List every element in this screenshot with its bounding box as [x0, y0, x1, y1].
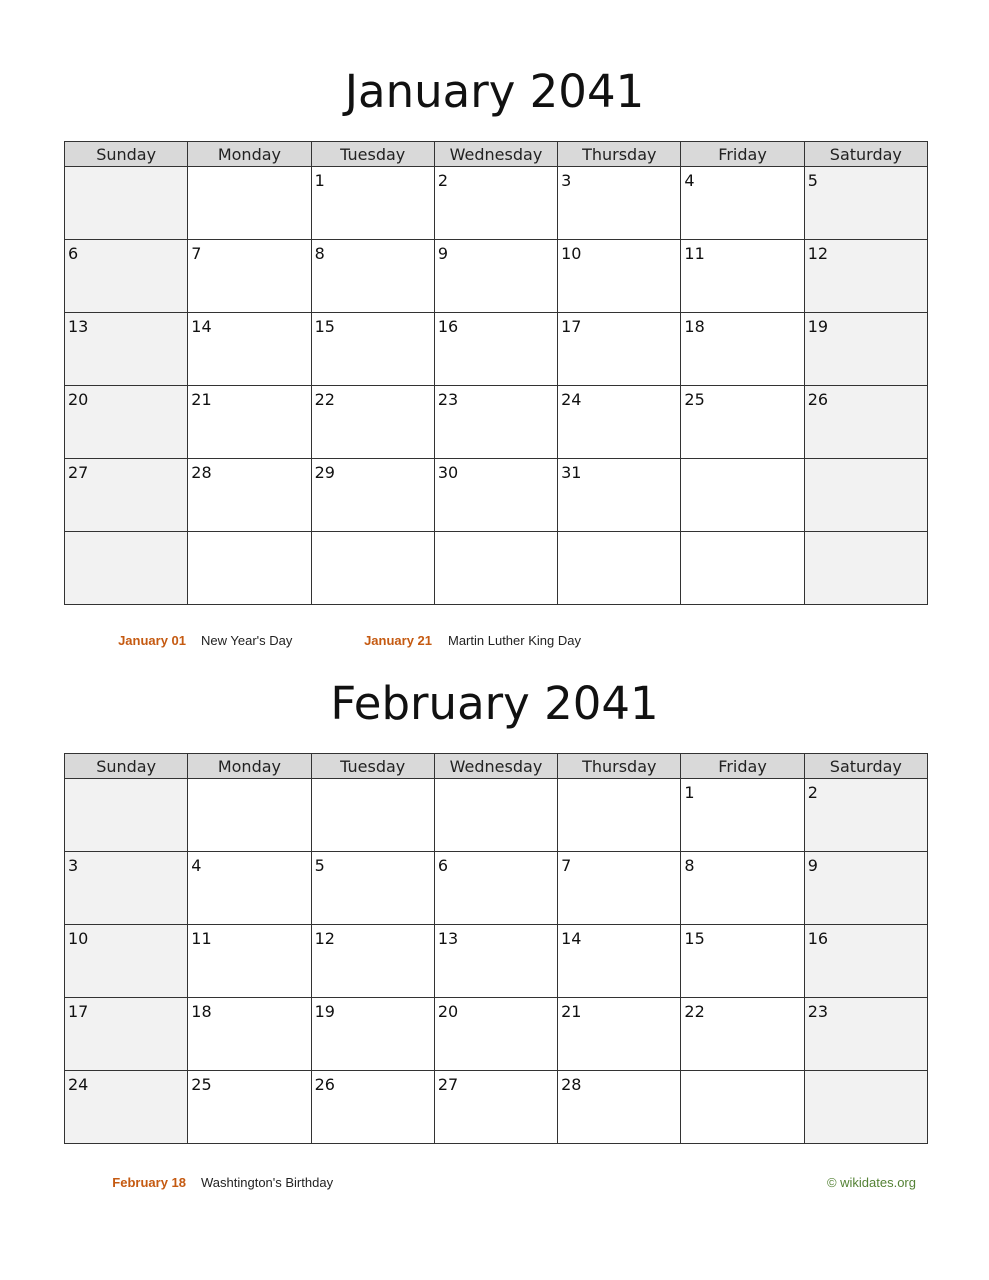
- day-number: 23: [437, 390, 459, 409]
- empty-day-cell: [188, 167, 311, 240]
- day-number: 8: [314, 244, 325, 263]
- day-number: 18: [191, 1002, 212, 1021]
- week-row: [65, 998, 928, 1071]
- weekday-header: Monday: [188, 754, 311, 779]
- day-cell: [681, 998, 804, 1071]
- day-number: 13: [68, 317, 89, 336]
- day-number: 7: [191, 244, 202, 263]
- weekday-header: Sunday: [65, 142, 188, 167]
- weekday-header: Tuesday: [311, 142, 434, 167]
- day-cell: [311, 386, 434, 459]
- weekday-header: Saturday: [804, 754, 927, 779]
- holiday-name: Washtington's Birthday: [201, 1175, 334, 1190]
- day-number: 21: [561, 1002, 582, 1021]
- day-number: 2: [437, 171, 449, 190]
- weekday-header: Thursday: [558, 142, 681, 167]
- day-number: 20: [68, 390, 89, 409]
- day-cell: [434, 167, 557, 240]
- weekday-header: Wednesday: [434, 754, 557, 779]
- empty-day-cell: [65, 779, 188, 852]
- day-cell: [681, 313, 804, 386]
- week-row: [65, 240, 928, 313]
- day-cell: [804, 779, 927, 852]
- day-number: 27: [68, 463, 89, 482]
- day-cell: [65, 1071, 188, 1144]
- day-cell: [65, 852, 188, 925]
- day-number: 19: [807, 317, 829, 336]
- day-cell: [188, 925, 311, 998]
- empty-day-cell: [311, 779, 434, 852]
- day-cell: [311, 240, 434, 313]
- day-cell: [188, 386, 311, 459]
- empty-day-cell: [681, 459, 804, 532]
- empty-day-cell: [558, 532, 681, 605]
- week-row: [65, 386, 928, 459]
- day-number: 14: [561, 929, 582, 948]
- calendar-grid: [64, 753, 928, 1144]
- day-number: 25: [684, 390, 705, 409]
- day-number: 23: [807, 1002, 829, 1021]
- day-number: 27: [437, 1075, 459, 1094]
- day-cell: [311, 167, 434, 240]
- weekday-header: Friday: [681, 754, 804, 779]
- day-cell: [804, 925, 927, 998]
- empty-day-cell: [804, 532, 927, 605]
- day-number: 28: [561, 1075, 582, 1094]
- day-cell: [188, 1071, 311, 1144]
- day-number: 25: [191, 1075, 212, 1094]
- day-number: 3: [68, 856, 79, 875]
- holiday-date: February 18: [112, 1175, 186, 1190]
- empty-day-cell: [681, 1071, 804, 1144]
- day-number: 30: [437, 463, 459, 482]
- weekday-header: Saturday: [804, 142, 927, 167]
- holiday-name: Martin Luther King Day: [448, 633, 581, 648]
- week-row: [65, 779, 928, 852]
- day-number: 4: [191, 856, 202, 875]
- day-cell: [681, 240, 804, 313]
- day-cell: [804, 852, 927, 925]
- week-row: [65, 532, 928, 605]
- day-cell: [188, 240, 311, 313]
- day-number: 22: [684, 1002, 705, 1021]
- day-number: 16: [437, 317, 459, 336]
- day-number: 28: [191, 463, 212, 482]
- day-number: 11: [191, 929, 212, 948]
- weekday-header: Monday: [188, 142, 311, 167]
- day-number: 20: [437, 1002, 459, 1021]
- day-cell: [434, 313, 557, 386]
- empty-day-cell: [188, 532, 311, 605]
- day-cell: [434, 852, 557, 925]
- day-number: 29: [314, 463, 335, 482]
- empty-day-cell: [804, 1071, 927, 1144]
- day-cell: [311, 998, 434, 1071]
- day-number: 17: [561, 317, 582, 336]
- week-row: [65, 852, 928, 925]
- day-cell: [558, 167, 681, 240]
- month-title: January 2041: [344, 65, 645, 118]
- day-cell: [434, 240, 557, 313]
- week-row: [65, 925, 928, 998]
- weekday-header: Thursday: [558, 754, 681, 779]
- weekday-header: Wednesday: [434, 142, 557, 167]
- day-cell: [804, 167, 927, 240]
- day-number: 26: [807, 390, 829, 409]
- empty-day-cell: [434, 532, 557, 605]
- credit-link[interactable]: © wikidates.org: [826, 1175, 916, 1190]
- day-cell: [311, 925, 434, 998]
- holiday-name: New Year's Day: [201, 633, 293, 648]
- day-cell: [311, 459, 434, 532]
- day-cell: [804, 386, 927, 459]
- day-cell: [681, 779, 804, 852]
- day-cell: [188, 998, 311, 1071]
- holiday-date: January 21: [364, 633, 432, 648]
- weekday-header: Sunday: [65, 754, 188, 779]
- day-number: 8: [684, 856, 695, 875]
- day-cell: [681, 386, 804, 459]
- day-number: 9: [807, 856, 818, 875]
- day-cell: [188, 313, 311, 386]
- day-number: 15: [314, 317, 335, 336]
- day-cell: [804, 313, 927, 386]
- empty-day-cell: [681, 532, 804, 605]
- week-row: [65, 459, 928, 532]
- empty-day-cell: [65, 532, 188, 605]
- day-cell: [65, 313, 188, 386]
- day-number: 12: [314, 929, 335, 948]
- day-cell: [804, 998, 927, 1071]
- day-cell: [65, 925, 188, 998]
- day-cell: [681, 852, 804, 925]
- week-row: [65, 1071, 928, 1144]
- day-number: 2: [807, 783, 818, 802]
- day-number: 12: [807, 244, 829, 263]
- day-number: 16: [807, 929, 829, 948]
- empty-day-cell: [311, 532, 434, 605]
- day-cell: [311, 313, 434, 386]
- day-cell: [188, 852, 311, 925]
- month-title: February 2041: [330, 677, 659, 730]
- day-number: 1: [684, 783, 695, 802]
- day-cell: [681, 925, 804, 998]
- day-cell: [65, 386, 188, 459]
- day-number: 22: [314, 390, 335, 409]
- day-cell: [311, 1071, 434, 1144]
- day-number: 31: [561, 463, 582, 482]
- day-number: 13: [437, 929, 459, 948]
- day-cell: [558, 998, 681, 1071]
- day-number: 24: [561, 390, 582, 409]
- day-cell: [65, 459, 188, 532]
- day-cell: [558, 459, 681, 532]
- weekday-header-row: [65, 754, 928, 779]
- empty-day-cell: [434, 779, 557, 852]
- empty-day-cell: [65, 167, 188, 240]
- day-cell: [188, 459, 311, 532]
- day-number: 6: [437, 856, 449, 875]
- empty-day-cell: [804, 459, 927, 532]
- empty-day-cell: [558, 779, 681, 852]
- day-cell: [558, 313, 681, 386]
- day-cell: [558, 386, 681, 459]
- day-number: 19: [314, 1002, 335, 1021]
- weekday-header: Tuesday: [311, 754, 434, 779]
- day-number: 26: [314, 1075, 335, 1094]
- week-row: [65, 313, 928, 386]
- day-cell: [558, 852, 681, 925]
- day-cell: [434, 925, 557, 998]
- day-number: 10: [561, 244, 582, 263]
- day-number: 4: [684, 171, 695, 190]
- day-cell: [558, 240, 681, 313]
- day-number: 9: [437, 244, 449, 263]
- day-number: 15: [684, 929, 705, 948]
- day-cell: [804, 240, 927, 313]
- holiday-list: [0, 632, 989, 652]
- day-cell: [65, 998, 188, 1071]
- holiday-date: January 01: [118, 633, 186, 648]
- day-number: 18: [684, 317, 705, 336]
- day-number: 17: [68, 1002, 89, 1021]
- day-cell: [434, 459, 557, 532]
- weekday-header-row: [65, 142, 928, 167]
- day-cell: [434, 998, 557, 1071]
- empty-day-cell: [188, 779, 311, 852]
- day-number: 24: [68, 1075, 89, 1094]
- calendar-grid: [64, 141, 928, 605]
- day-number: 5: [807, 171, 818, 190]
- day-cell: [558, 925, 681, 998]
- day-number: 14: [191, 317, 212, 336]
- day-cell: [65, 240, 188, 313]
- day-number: 7: [561, 856, 572, 875]
- day-cell: [681, 167, 804, 240]
- day-number: 11: [684, 244, 705, 263]
- day-cell: [558, 1071, 681, 1144]
- day-cell: [434, 386, 557, 459]
- day-cell: [434, 1071, 557, 1144]
- day-number: 6: [68, 244, 79, 263]
- day-number: 5: [314, 856, 325, 875]
- day-number: 21: [191, 390, 212, 409]
- week-row: [65, 167, 928, 240]
- day-number: 1: [314, 171, 325, 190]
- day-number: 3: [561, 171, 572, 190]
- day-number: 10: [68, 929, 89, 948]
- weekday-header: Friday: [681, 142, 804, 167]
- day-cell: [311, 852, 434, 925]
